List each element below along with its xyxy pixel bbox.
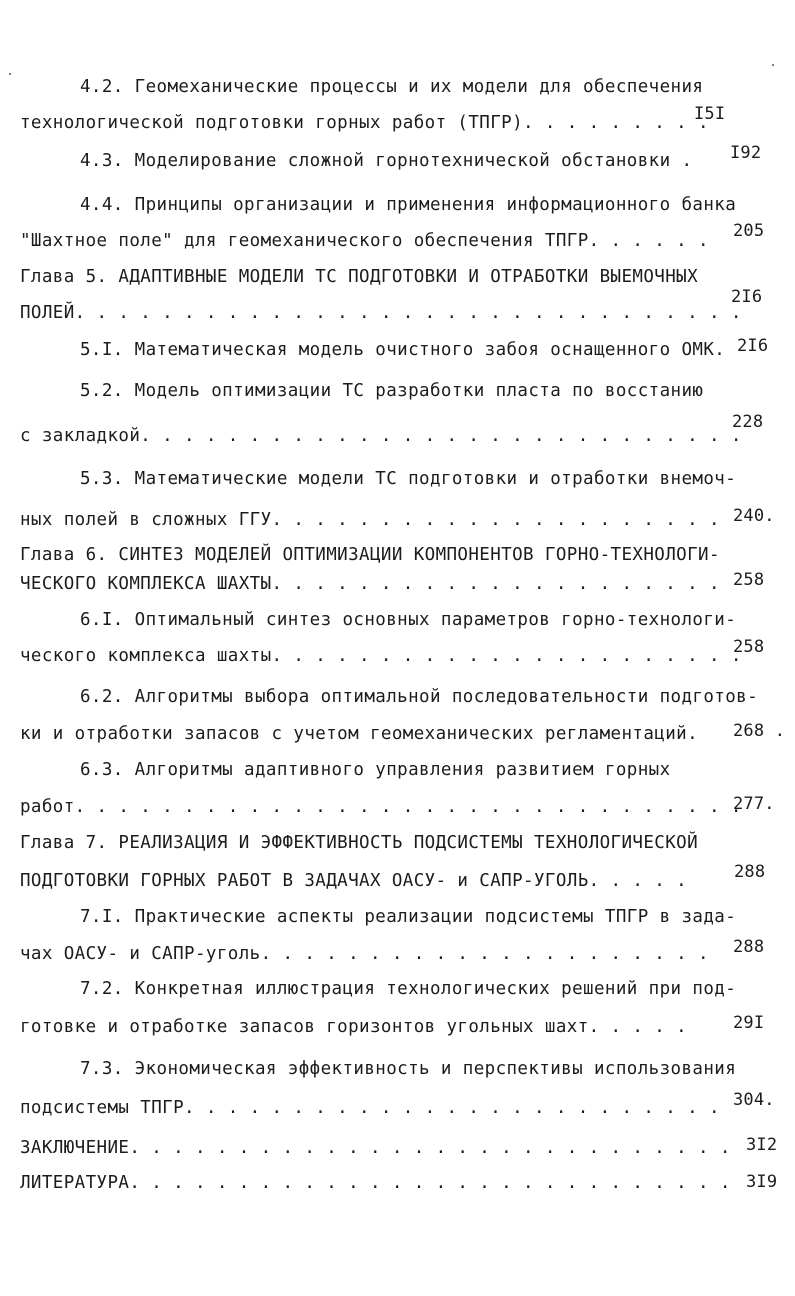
- toc-line: 6.2. Алгоритмы выбора оптимальной последовательности подготов-: [80, 687, 759, 707]
- toc-line: Глава 5. АДАПТИВНЫЕ МОДЕЛИ ТС ПОДГОТОВКИ И ОТРАБОТКИ ВЫЕМОЧНЫХ: [20, 267, 699, 287]
- toc-line: ЧЕСКОГО КОМПЛЕКСА ШАХТЫ. . . . . . . . . . . . . . . . . . . . .: [20, 574, 720, 594]
- toc-line: 7.2. Конкретная иллюстрация технологических решений при под-: [80, 979, 737, 999]
- page-number: 258: [733, 637, 765, 657]
- page-number: 29I: [733, 1013, 765, 1033]
- toc-line: 4.4. Принципы организации и применения информационного банка: [80, 195, 737, 215]
- page-number: 205: [733, 221, 765, 241]
- toc-line: ки и отработки запасов с учетом геомеханических регламентаций.: [20, 724, 699, 744]
- page-number: 288: [734, 862, 766, 882]
- page-number: 228: [732, 412, 764, 432]
- page-number: 2I6: [737, 336, 769, 356]
- toc-line: ных полей в сложных ГГУ. . . . . . . . . . . . . . . . . . . . .: [20, 510, 720, 530]
- toc-line: ЗАКЛЮЧЕНИЕ. . . . . . . . . . . . . . . . . . . . . . . . . . . .: [20, 1138, 731, 1158]
- toc-line: 6.3. Алгоритмы адаптивного управления развитием горных: [80, 760, 671, 780]
- toc-line: ческого комплекса шахты. . . . . . . . . . . . . . . . . . . . . .: [20, 646, 742, 666]
- toc-line: 7.I. Практические аспекты реализации подсистемы ТПГР в зада-: [80, 907, 737, 927]
- toc-line: 4.3. Моделирование сложной горнотехнической обстановки .: [80, 151, 693, 171]
- toc-line: работ. . . . . . . . . . . . . . . . . . . . . . . . . . . . . . .: [20, 797, 742, 817]
- toc-line: "Шахтное поле" для геомеханического обеспечения ТПГР. . . . . .: [20, 231, 709, 251]
- toc-line: 4.2. Геомеханические процессы и их модели для обеспечения: [80, 77, 704, 97]
- toc-line: ПОЛЕЙ. . . . . . . . . . . . . . . . . . . . . . . . . . . . . . .: [20, 303, 742, 323]
- toc-line: 5.3. Математические модели ТС подготовки и отработки внемоч-: [80, 469, 737, 489]
- scan-speck: [9, 73, 11, 75]
- toc-line: ПОДГОТОВКИ ГОРНЫХ РАБОТ В ЗАДАЧАХ ОАСУ- и САПР-УГОЛЬ. . . . .: [20, 871, 688, 891]
- toc-line: подсистемы ТПГР. . . . . . . . . . . . . . . . . . . . . . . . .: [20, 1098, 720, 1118]
- toc-line: 6.I. Оптимальный синтез основных параметров горно-технологи-: [80, 610, 737, 630]
- toc-line: чах ОАСУ- и САПР-уголь. . . . . . . . . . . . . . . . . . . . .: [20, 944, 709, 964]
- page-number: 258: [733, 570, 765, 590]
- page-number: 3I9: [746, 1172, 778, 1192]
- toc-line: с закладкой. . . . . . . . . . . . . . . . . . . . . . . . . . . .: [20, 426, 742, 446]
- toc-line: Глава 6. СИНТЕЗ МОДЕЛЕЙ ОПТИМИЗАЦИИ КОМПОНЕНТОВ ГОРНО-ТЕХНОЛОГИ-: [20, 545, 720, 565]
- toc-line: 7.3. Экономическая эффективность и перспективы использования: [80, 1059, 737, 1079]
- page-number: 240.: [733, 506, 775, 526]
- page-number: I5I: [694, 104, 726, 124]
- toc-line: готовке и отработке запасов горизонтов угольных шахт. . . . .: [20, 1017, 688, 1037]
- page-number: 2I6: [731, 287, 763, 307]
- toc-line: ЛИТЕРАТУРА. . . . . . . . . . . . . . . . . . . . . . . . . . . .: [20, 1173, 731, 1193]
- scan-speck: [772, 64, 774, 66]
- toc-line: Глава 7. РЕАЛИЗАЦИЯ И ЭФФЕКТИВНОСТЬ ПОДСИСТЕМЫ ТЕХНОЛОГИЧЕСКОЙ: [20, 833, 699, 853]
- page-number: 268 .: [733, 721, 786, 741]
- page-number: 304.: [733, 1090, 775, 1110]
- toc-line: 5.I. Математическая модель очистного забоя оснащенного ОМК.: [80, 340, 726, 360]
- toc-line: технологической подготовки горных работ (ТПГР). . . . . . . . .: [20, 113, 709, 133]
- page-number: 288: [733, 937, 765, 957]
- page-number: I92: [730, 143, 762, 163]
- page-number: 277.: [733, 794, 775, 814]
- toc-line: 5.2. Модель оптимизации ТС разработки пласта по восстанию: [80, 381, 704, 401]
- page-number: 3I2: [746, 1135, 778, 1155]
